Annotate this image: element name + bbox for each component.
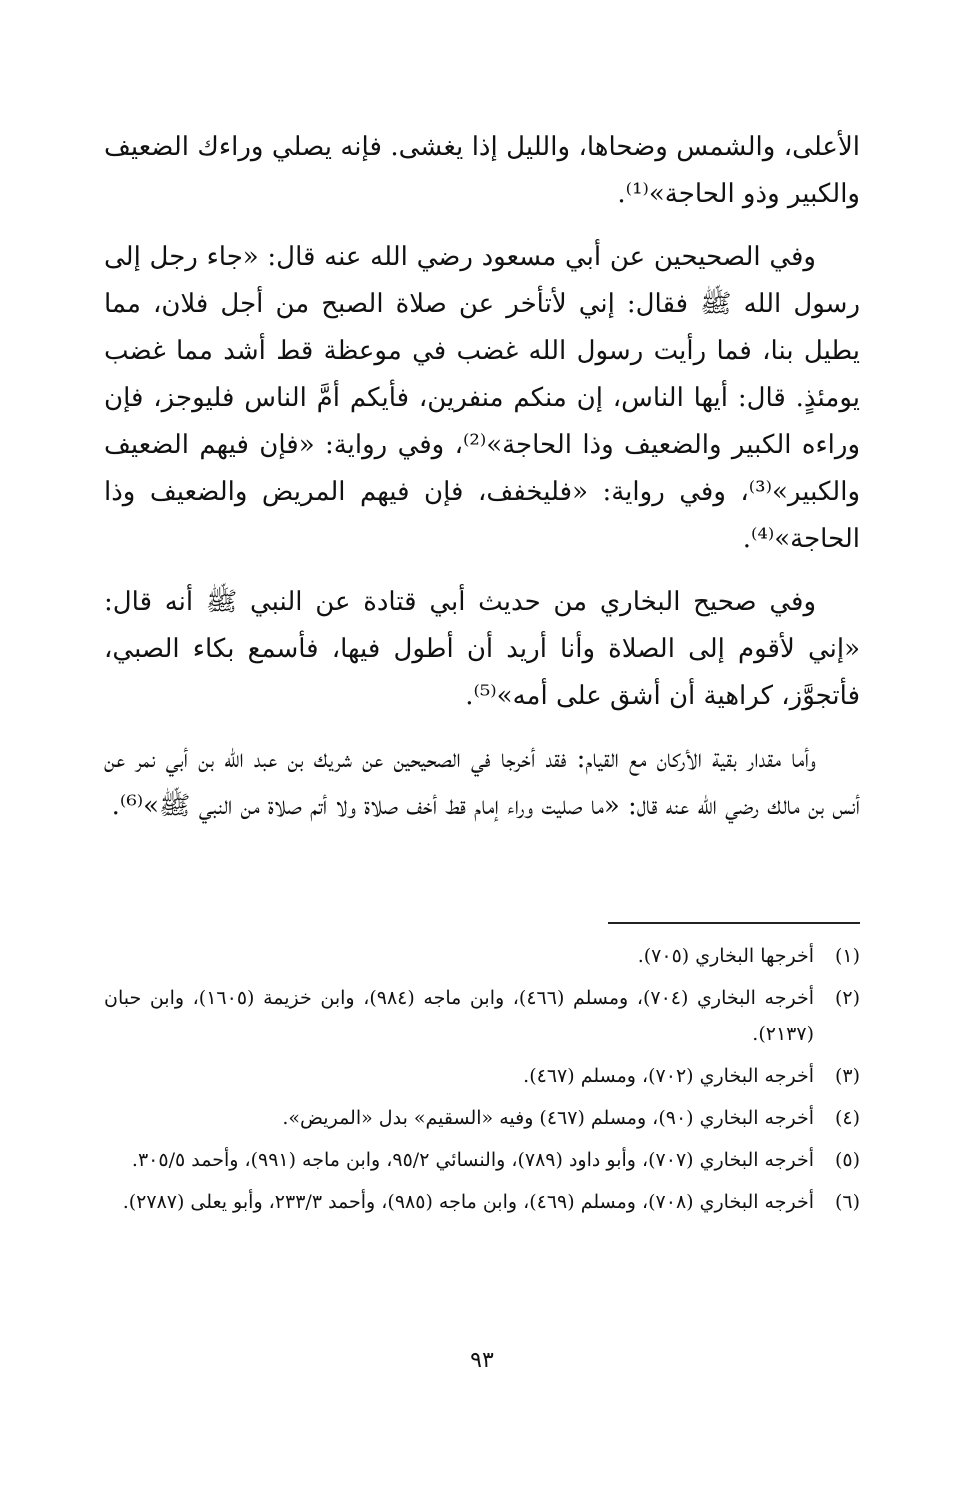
footnote-text: أخرجه البخاري (٧٠٨)، ومسلم (٤٦٩)، وابن ماجه (٩٨٥)، وأحمد ٢٣٣/٣، وأبو يعلى (٢٧٨٧). [122,1191,814,1213]
footnote-text: أخرجه البخاري (٩٠)، ومسلم (٤٦٧) وفيه «السقيم» بدل «المريض». [282,1107,814,1129]
book-page [104,0,860,1486]
footnote-text: أخرجه البخاري (٧٠٤)، ومسلم (٤٦٦)، وابن ماجه (٩٨٤)، وابن خزيمة (١٦٠٥)، وابن حبان (٢١٣٧). [104,987,814,1045]
page-number: ٩٣ [470,1348,494,1373]
footnote-text: أخرجها البخاري (٧٠٥). [637,945,814,967]
footnote-3 [104,1058,860,1094]
footnote-number: (٤) [834,1107,860,1129]
main-text [104,124,860,846]
footnote-number: (١) [834,945,860,967]
footnote-number: (٣) [834,1065,860,1087]
footnotes [104,938,860,1226]
footnote-4 [104,1100,860,1136]
paragraph-1: الأعلى، والشمس وضحاها، والليل إذا يغشى. فإنه يصلي وراءك الضعيف والكبير وذو الحاجة»⁽¹⁾. [104,132,860,209]
footnote-text: أخرجه البخاري (٧٠٢)، ومسلم (٤٦٧). [523,1065,814,1087]
footnote-text: أخرجه البخاري (٧٠٧)، وأبو داود (٧٨٩)، والنسائي ٩٥/٢، وابن ماجه (٩٩١)، وأحمد ٣٠٥/٥. [131,1149,814,1171]
footnote-6 [104,1184,860,1220]
footnote-1 [104,938,860,974]
footnote-divider [608,922,860,924]
footnote-5 [104,1142,860,1178]
footnote-2 [104,980,860,1052]
footnote-number: (٥) [834,1149,860,1171]
paragraph-4: وأما مقدار بقية الأركان مع القيام: فقد أخرجا في الصحيحين عن شريك بن عبد الله بن أبي نمر عن أنس بن مالك رضي الله عنه قال: «ما صليت وراء إمام قط أخف صلاة ولا أتم صلاة من النبي ﷺ»⁽⁶⁾. [104,744,860,821]
footnote-number: (٢) [834,987,860,1009]
paragraph-2: وفي الصحيحين عن أبي مسعود رضي الله عنه قال: «جاء رجل إلى رسول الله ﷺ فقال: إني لأتأخر عن صلاة الصبح من أجل فلان، مما يطيل بنا، فما رأيت رسول الله غضب في موعظة قط أشد مما غضب يومئذٍ. قال: أيها الناس، إن منكم منفرين، فأيكم أمَّ الناس فليوجز، فإن وراءه الكبير والضعيف وذا الحاجة»⁽²⁾، وفي رواية: «فإن فيهم الضعيف والكبير»⁽³⁾، وفي رواية: «فليخفف، فإن فيهم المريض والضعيف وذا الحاجة»⁽⁴⁾. [104,242,860,554]
paragraph-3: وفي صحيح البخاري من حديث أبي قتادة عن النبي ﷺ أنه قال: «إني لأقوم إلى الصلاة وأنا أريد أن أطول فيها، فأسمع بكاء الصبي، فأتجوَّز، كراهية أن أشق على أمه»⁽⁵⁾. [104,587,860,711]
footnote-number: (٦) [834,1191,860,1213]
